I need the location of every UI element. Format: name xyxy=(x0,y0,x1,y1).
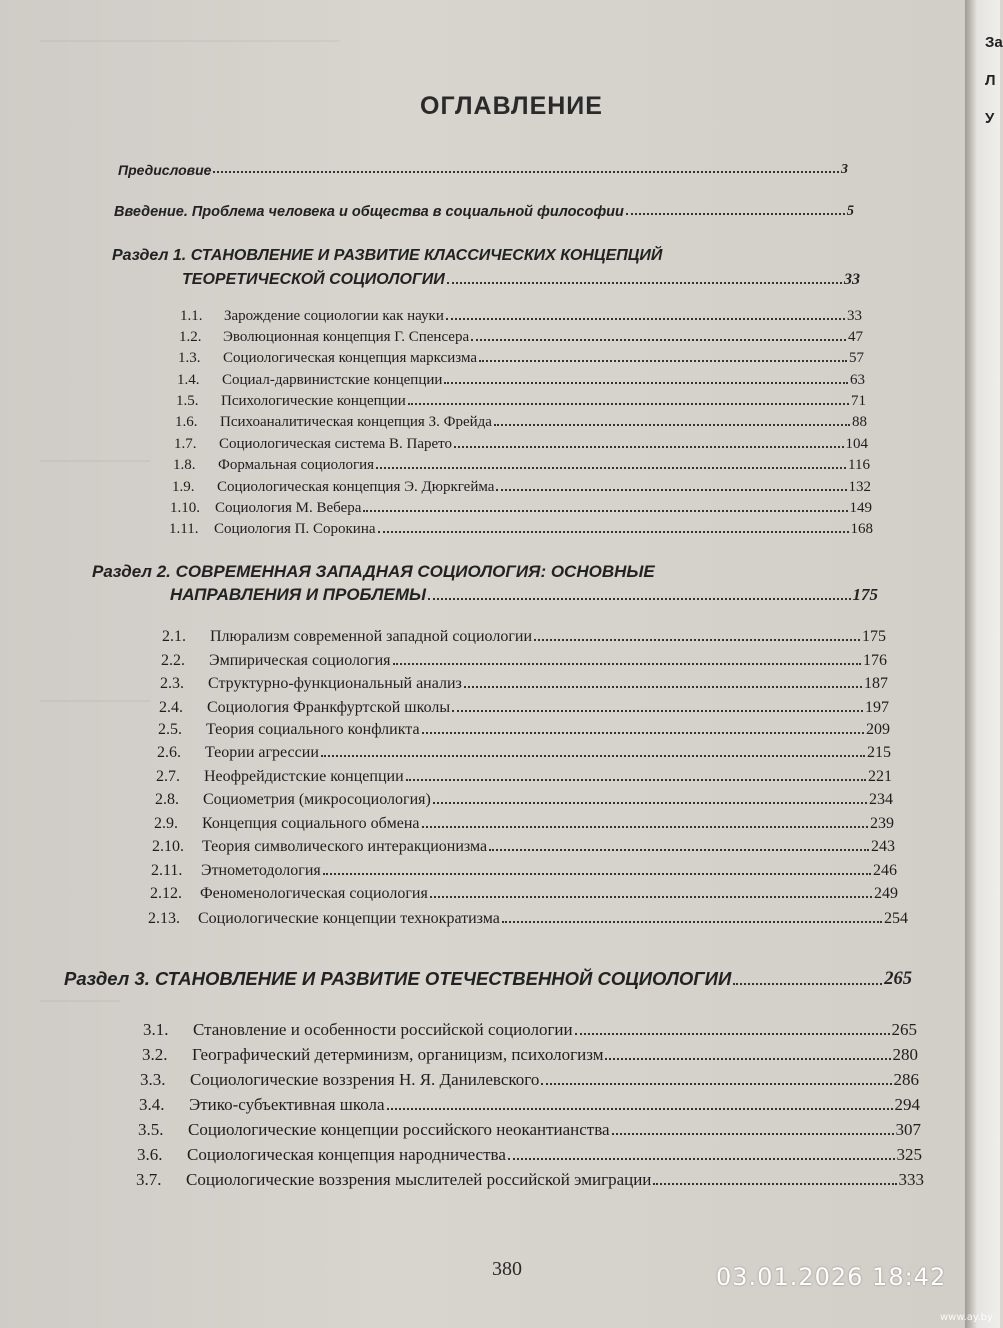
toc-entry-preface xyxy=(118,162,848,178)
watermark: www.ay.by xyxy=(940,1312,993,1323)
toc-item-number: 1.6. xyxy=(175,414,198,430)
toc-item-number: 2.7. xyxy=(156,768,180,785)
toc-item-number: 2.5. xyxy=(158,721,182,738)
toc-item-page: 265 xyxy=(891,1020,917,1039)
toc-item-number: 3.7. xyxy=(136,1170,162,1189)
bleed-through-line xyxy=(40,40,340,42)
toc-item-number: 2.3. xyxy=(160,675,184,692)
toc-item-label: Географический детерминизм, органицизм, психологизм xyxy=(192,1045,604,1064)
toc-item-label: Социологические концепции российского неокантианства xyxy=(188,1120,610,1139)
toc-item-label: Зарождение социологии как науки xyxy=(224,308,444,324)
toc-item-label: Этнометодология xyxy=(201,862,321,879)
toc-item-label: Социологическая система В. Парето xyxy=(219,436,452,452)
toc-item xyxy=(169,521,873,538)
toc-item-page: 209 xyxy=(866,721,890,738)
toc-entry-introduction xyxy=(114,203,854,220)
toc-item-label: Плюрализм современной западной социологии xyxy=(210,628,532,645)
toc-item-page: 88 xyxy=(852,414,867,430)
toc-item-page: 243 xyxy=(871,838,895,855)
leader-dots xyxy=(733,983,882,985)
leader-dots xyxy=(471,339,846,341)
toc-entry-page: 5 xyxy=(846,203,854,219)
toc-entry-label: Предисловие xyxy=(118,162,212,178)
leader-dots xyxy=(422,732,864,734)
leader-dots xyxy=(363,510,847,512)
toc-item-number: 1.4. xyxy=(177,372,200,388)
toc-item xyxy=(179,329,863,346)
toc-item xyxy=(151,862,897,880)
toc-item-page: 215 xyxy=(867,744,891,761)
toc-item xyxy=(180,308,862,325)
leader-dots xyxy=(430,896,872,898)
next-page-fragment: У xyxy=(985,110,995,127)
leader-dots xyxy=(494,424,850,426)
toc-item-page: 254 xyxy=(884,910,908,927)
toc-item xyxy=(157,744,891,762)
leader-dots xyxy=(452,710,863,712)
toc-item xyxy=(148,910,908,928)
toc-item xyxy=(172,479,871,496)
leader-dots xyxy=(376,467,846,469)
section-heading: Раздел 2. СОВРЕМЕННАЯ ЗАПАДНАЯ СОЦИОЛОГИЯ: ОСНОВНЫЕ xyxy=(92,562,655,581)
toc-item-page: 294 xyxy=(894,1095,920,1114)
leader-dots xyxy=(321,755,865,757)
toc-item-number: 1.9. xyxy=(172,479,195,495)
toc-item-number: 2.1. xyxy=(162,628,186,645)
next-page-fragment: Л xyxy=(985,72,996,89)
toc-item-page: 33 xyxy=(847,308,862,324)
toc-item-page: 234 xyxy=(869,791,893,808)
toc-item-number: 1.11. xyxy=(169,521,199,537)
toc-item-label: Теория социального конфликта xyxy=(206,721,420,738)
section-heading-continued: ТЕОРЕТИЧЕСКОЙ СОЦИОЛОГИИ xyxy=(182,271,445,288)
toc-item-page: 239 xyxy=(870,815,894,832)
section-heading: Раздел 1. СТАНОВЛЕНИЕ И РАЗВИТИЕ КЛАССИЧЕСКИХ КОНЦЕПЦИЙ xyxy=(112,247,663,264)
leader-dots xyxy=(605,1058,890,1060)
toc-item-page: 57 xyxy=(849,350,864,366)
toc-item xyxy=(155,791,893,809)
leader-dots xyxy=(626,213,845,215)
next-page-edge xyxy=(965,0,1000,1328)
leader-dots xyxy=(496,489,846,491)
toc-item-page: 176 xyxy=(863,652,887,669)
toc-item xyxy=(143,1020,917,1040)
toc-item-page: 47 xyxy=(848,329,863,345)
toc-item-label: Психологические концепции xyxy=(221,393,406,409)
leader-dots xyxy=(454,446,844,448)
leader-dots xyxy=(508,1158,895,1160)
leader-dots xyxy=(534,639,860,641)
toc-item-number: 1.10. xyxy=(170,500,200,516)
page-title: ОГЛАВЛЕНИЕ xyxy=(420,92,603,120)
leader-dots xyxy=(653,1183,896,1185)
leader-dots xyxy=(378,531,849,533)
toc-item-label: Социологическая концепция марксизма xyxy=(223,350,478,366)
toc-item-number: 1.1. xyxy=(180,308,203,324)
toc-item-page: 175 xyxy=(862,628,886,645)
leader-dots xyxy=(428,598,851,600)
leader-dots xyxy=(387,1108,893,1110)
toc-item-number: 2.6. xyxy=(157,744,181,761)
toc-item-page: 280 xyxy=(892,1045,918,1064)
toc-item-page: 221 xyxy=(868,768,892,785)
bleed-through-line xyxy=(40,1000,120,1002)
toc-item-page: 286 xyxy=(893,1070,919,1089)
leader-dots xyxy=(541,1083,891,1085)
toc-entry-page: 3 xyxy=(841,162,848,177)
toc-item xyxy=(142,1045,918,1065)
section-heading-continued: НАПРАВЛЕНИЯ И ПРОБЛЕМЫ xyxy=(170,585,426,604)
toc-item xyxy=(139,1095,920,1115)
toc-item xyxy=(138,1120,921,1140)
toc-item-page: 168 xyxy=(850,521,873,537)
toc-item xyxy=(137,1145,922,1165)
toc-item-number: 2.12. xyxy=(150,885,182,902)
toc-item-page: 325 xyxy=(896,1145,922,1164)
toc-item xyxy=(178,350,864,367)
toc-item-label: Структурно-функциональный анализ xyxy=(208,675,462,692)
toc-item xyxy=(159,699,889,717)
toc-item-label: Феноменологическая социология xyxy=(200,885,428,902)
section-heading-line xyxy=(182,271,860,289)
toc-item-number: 3.6. xyxy=(137,1145,163,1164)
toc-item-page: 333 xyxy=(898,1170,924,1189)
toc-item-number: 2.10. xyxy=(152,838,184,855)
toc-item-page: 307 xyxy=(895,1120,921,1139)
toc-item-number: 2.4. xyxy=(159,699,183,716)
toc-item xyxy=(160,675,888,693)
toc-item-number: 2.13. xyxy=(148,910,180,927)
toc-item-label: Эмпирическая социология xyxy=(209,652,391,669)
leader-dots xyxy=(393,663,862,665)
section-page: 265 xyxy=(884,969,912,989)
toc-item-label: Социологическая концепция Э. Дюркгейма xyxy=(217,479,495,495)
leader-dots xyxy=(612,1133,894,1135)
leader-dots xyxy=(406,779,866,781)
toc-item-label: Теория символического интеракционизма xyxy=(202,838,488,855)
section-page: 175 xyxy=(852,585,878,604)
toc-item-number: 3.3. xyxy=(140,1070,166,1089)
section-heading: Раздел 3. СТАНОВЛЕНИЕ И РАЗВИТИЕ ОТЕЧЕСТВЕННОЙ СОЦИОЛОГИИ xyxy=(64,968,732,989)
toc-item-number: 1.5. xyxy=(176,393,199,409)
leader-dots xyxy=(433,802,867,804)
toc-item-label: Эволюционная концепция Г. Спенсера xyxy=(223,329,470,345)
leader-dots xyxy=(444,382,848,384)
toc-item-label: Социал-дарвинистские концепции xyxy=(222,372,443,388)
toc-item xyxy=(176,393,866,410)
leader-dots xyxy=(422,826,869,828)
bleed-through-line xyxy=(40,460,150,462)
toc-item-label: Социология Франкфуртской школы xyxy=(207,699,451,716)
toc-item-number: 2.11. xyxy=(151,862,183,879)
toc-item xyxy=(156,768,892,786)
toc-item xyxy=(140,1070,919,1090)
toc-item-number: 2.8. xyxy=(155,791,179,808)
leader-dots xyxy=(323,873,871,875)
toc-item-label: Формальная социология xyxy=(218,457,375,473)
toc-item-label: Теории агрессии xyxy=(205,744,319,761)
toc-entry-label: Введение. Проблема человека и общества в социальной философии xyxy=(114,204,624,220)
leader-dots xyxy=(502,921,882,923)
toc-item-number: 3.5. xyxy=(138,1120,164,1139)
toc-item xyxy=(173,457,870,474)
toc-item xyxy=(136,1170,924,1190)
toc-item-page: 197 xyxy=(865,699,889,716)
toc-item xyxy=(175,414,867,431)
toc-item-number: 2.9. xyxy=(154,815,178,832)
toc-item-label: Социологическая концепция народничества xyxy=(187,1145,506,1164)
toc-item xyxy=(162,628,886,646)
leader-dots xyxy=(479,360,847,362)
toc-item-label: Этико-субъективная школа xyxy=(189,1095,385,1114)
toc-item xyxy=(158,721,890,739)
bleed-through-line xyxy=(40,700,150,702)
toc-item-label: Социология П. Сорокина xyxy=(214,521,376,537)
toc-item xyxy=(177,372,865,389)
toc-item-page: 132 xyxy=(848,479,871,495)
toc-item-number: 3.2. xyxy=(142,1045,168,1064)
toc-item xyxy=(150,885,898,903)
toc-item-page: 63 xyxy=(850,372,865,388)
toc-item-page: 149 xyxy=(849,500,872,516)
toc-item xyxy=(154,815,894,833)
toc-item-label: Неофрейдистские концепции xyxy=(204,768,404,785)
toc-item-page: 104 xyxy=(845,436,868,452)
leader-dots xyxy=(213,171,839,173)
toc-item xyxy=(170,500,872,517)
toc-item-number: 1.8. xyxy=(173,457,196,473)
toc-item-page: 71 xyxy=(851,393,866,409)
toc-item-label: Социологические воззрения Н. Я. Данилевского xyxy=(190,1070,540,1089)
toc-item xyxy=(152,838,895,856)
toc-item-label: Социологические концепции технократизма xyxy=(198,910,500,927)
leader-dots xyxy=(446,318,845,320)
toc-item-number: 2.2. xyxy=(161,652,185,669)
toc-item-label: Психоаналитическая концепция З. Фрейда xyxy=(220,414,492,430)
photo-date-stamp: 03.01.2026 18:42 xyxy=(716,1263,947,1291)
leader-dots xyxy=(464,686,862,688)
leader-dots xyxy=(408,403,849,405)
toc-item-page: 246 xyxy=(873,862,897,879)
page-number: 380 xyxy=(492,1258,522,1280)
toc-item-page: 116 xyxy=(848,457,870,473)
toc-item-label: Становление и особенности российской социологии xyxy=(193,1020,573,1039)
section-heading-line xyxy=(170,585,878,605)
toc-item-number: 1.7. xyxy=(174,436,197,452)
toc-item-page: 249 xyxy=(874,885,898,902)
toc-item-number: 3.4. xyxy=(139,1095,165,1114)
section-heading-line xyxy=(64,968,912,990)
toc-item-label: Концепция социального обмена xyxy=(202,815,420,832)
leader-dots xyxy=(447,282,842,284)
toc-item-label: Социометрия (микросоциология) xyxy=(203,791,431,808)
next-page-fragment: За xyxy=(985,34,1003,51)
toc-item-label: Социологические воззрения мыслителей российской эмиграции xyxy=(186,1170,652,1189)
toc-item-number: 1.2. xyxy=(179,329,202,345)
leader-dots xyxy=(489,849,869,851)
toc-item xyxy=(174,436,868,453)
toc-item-label: Социология М. Вебера xyxy=(215,500,362,516)
toc-item-number: 3.1. xyxy=(143,1020,169,1039)
leader-dots xyxy=(575,1033,890,1035)
toc-item xyxy=(161,652,887,670)
section-page: 33 xyxy=(844,271,860,288)
toc-item-page: 187 xyxy=(864,675,888,692)
toc-item-number: 1.3. xyxy=(178,350,201,366)
